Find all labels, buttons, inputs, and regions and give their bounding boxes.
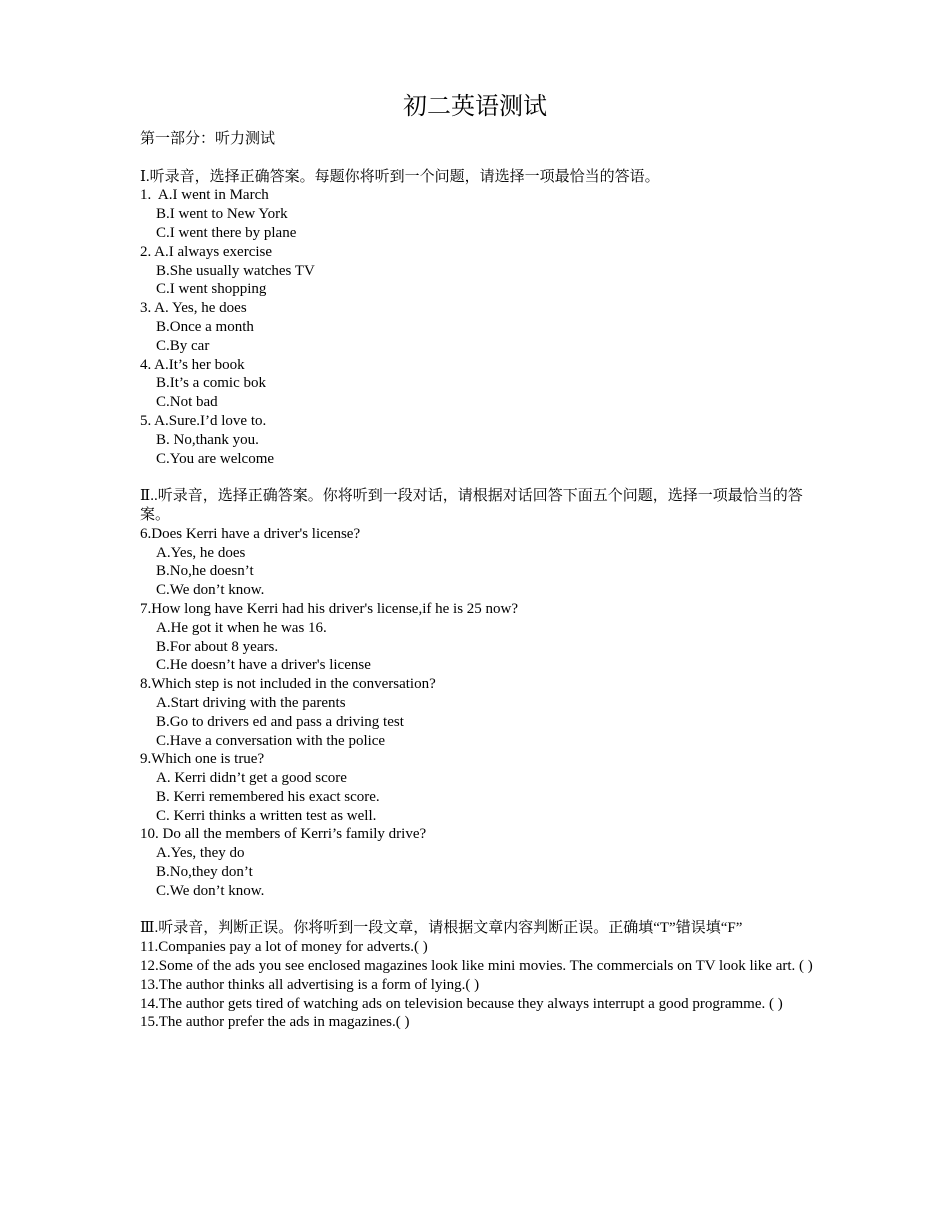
question-3: 3. A. Yes, he does [140,300,247,317]
section-3-heading: Ⅲ.听录音，判断正误。你将听到一段文章，请根据文章内容判断正误。正确填“T”错误填“F” [140,920,743,937]
part-heading: 第一部分：听力测试 [140,131,276,147]
question-10-option-b: B.No,they don’t [156,864,253,881]
question-6-option-b: B.No,he doesn’t [156,563,254,580]
question-1-option-c: C.I went there by plane [156,224,297,241]
spacer [140,468,820,487]
question-1-option-b: B.I went to New York [156,206,288,223]
question-7-option-a: A.He got it when he was 16. [156,619,327,636]
statement-14: 14.The author gets tired of watching ads on television because they always interrupt a good programme. ( ) [140,995,783,1012]
statement-11: 11.Companies pay a lot of money for adverts.( ) [140,939,428,956]
question-2: 2. A.I always exercise [140,243,273,260]
statement-13: 13.The author thinks all advertising is a form of lying.( ) [140,976,480,993]
question-9-option-c: C. Kerri thinks a written test as well. [156,807,377,824]
question-3-option-c: C.By car [156,337,210,354]
question-9: 9.Which one is true? [140,751,265,768]
question-8-option-b: B.Go to drivers ed and pass a driving test [156,713,404,730]
question-8-option-c: C.Have a conversation with the police [156,732,386,749]
question-5-option-b: B. No,thank you. [156,431,259,448]
question-6: 6.Does Kerri have a driver's license? [140,525,361,542]
question-4-option-c: C.Not bad [156,394,218,411]
question-7-option-c: C.He doesn’t have a driver's license [156,657,371,674]
question-2-option-b: B.She usually watches TV [156,262,315,279]
question-9-option-a: A. Kerri didn’t get a good score [156,770,347,787]
question-8: 8.Which step is not included in the conversation? [140,676,436,693]
document-body [140,130,820,1032]
question-3-option-b: B.Once a month [156,318,254,335]
section-2-heading: Ⅱ..听录音，选择正确答案。你将听到一段对话，请根据对话回答下面五个问题，选择一项最恰当的答案。 [140,488,803,523]
question-5: 5. A.Sure.I’d love to. [140,412,267,429]
question-6-option-c: C.We don’t know. [156,582,265,599]
question-2-option-c: C.I went shopping [156,281,267,298]
statement-12: 12.Some of the ads you see enclosed magazines look like mini movies. The commercials on TV look like art. ( ) [140,958,813,975]
question-8-option-a: A.Start driving with the parents [156,694,346,711]
question-7: 7.How long have Kerri had his driver's license,if he is 25 now? [140,600,519,617]
question-4-option-b: B.It’s a comic bok [156,375,266,392]
question-9-option-b: B. Kerri remembered his exact score. [156,788,380,805]
question-1: 1. A.I went in March [140,187,269,204]
section-1-heading: Ⅰ.听录音，选择正确答案。每题你将听到一个问题，请选择一项最恰当的答语。 [140,168,660,185]
page-title: 初二英语测试 [403,94,547,120]
question-10: 10. Do all the members of Kerri’s family drive? [140,826,427,843]
statement-15: 15.The author prefer the ads in magazines.( ) [140,1014,410,1031]
question-4: 4. A.It’s her book [140,356,245,373]
question-7-option-b: B.For about 8 years. [156,638,279,655]
question-10-option-c: C.We don’t know. [156,882,265,899]
question-5-option-c: C.You are welcome [156,450,275,467]
question-6-option-a: A.Yes, he does [156,544,246,561]
spacer [140,149,820,168]
question-10-option-a: A.Yes, they do [156,845,245,862]
spacer [140,901,820,920]
